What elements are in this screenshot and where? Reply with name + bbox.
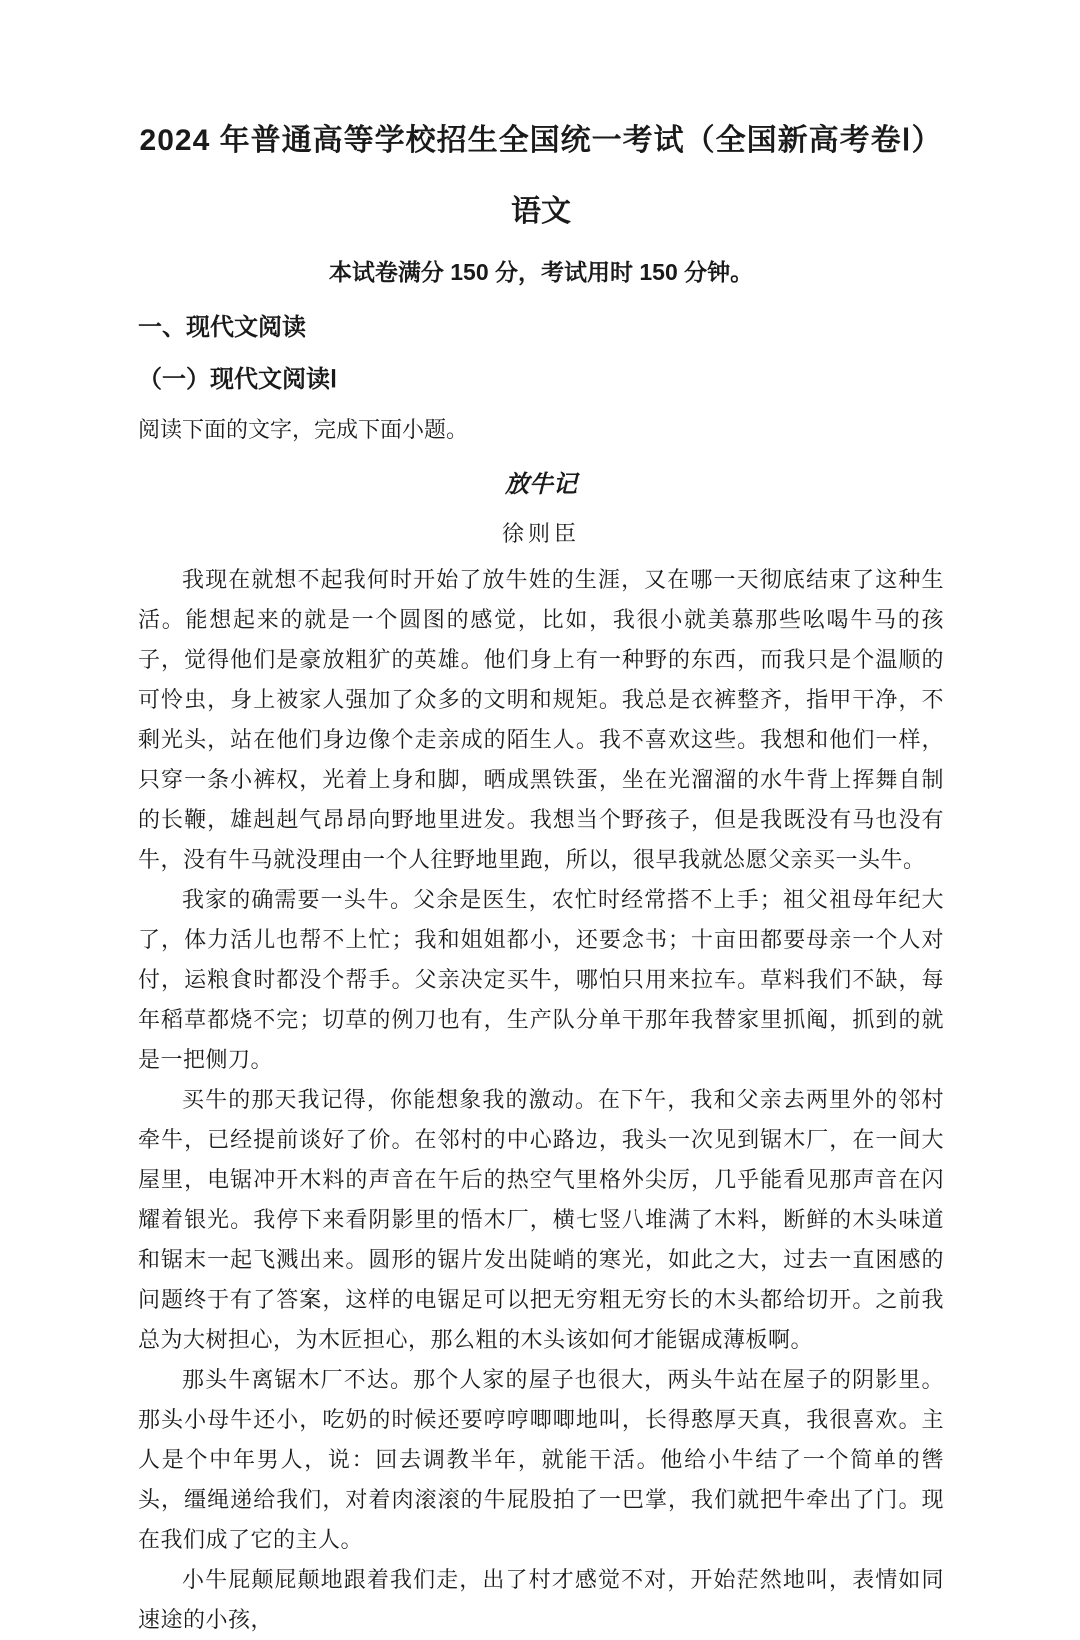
passage-paragraph: 我现在就想不起我何时开始了放牛姓的生涯，又在哪一天彻底结束了这种生活。能想起来的就是一个圆图的感觉，比如，我很小就美慕那些吆喝牛马的孩子，觉得他们是豪放粗犷的英雄。他们身上有一种野的东西，而我只是个温顺的可怜虫，身上被家人强加了众多的文明和规矩。我总是衣裤整齐，指甲干净，不剩光头，站在他们身边像个走亲成的陌生人。我不喜欢这些。我想和他们一样，只穿一条小裤权，光着上身和脚，晒成黑铁蛋，坐在光溜溜的水牛背上挥舞自制的长鞭，雄赳赳气昂昂向野地里进发。我想当个野孩子，但是我既没有马也没有牛，没有牛马就没理由一个人往野地里跑，所以，很早我就怂愿父亲买一头牛。 <box>138 566 944 872</box>
exam-note: 本试卷满分 150 分，考试用时 150 分钟。 <box>328 258 754 285</box>
passage-paragraph: 小牛屁颠屁颠地跟着我们走，出了村才感觉不对，开始茫然地叫，表情如同速途的小孩， <box>138 1566 944 1632</box>
passage-title: 放牛记 <box>505 471 577 498</box>
passage-paragraph: 那头牛离锯木厂不达。那个人家的屋子也很大，两头牛站在屋子的阴影里。那头小母牛还小，吃奶的时候还要哼哼唧唧地叫，长得憨厚天真，我很喜欢。主人是个中年男人，说：回去调教半年，就能干活。他给小牛结了一个简单的辔头，缰绳递给我们，对着肉滚滚的牛屁股拍了一巴掌，我们就把牛牵出了门。现在我们成了它的主人。 <box>138 1366 944 1552</box>
reading-instruction: 阅读下面的文字，完成下面小题。 <box>138 416 469 442</box>
passage-paragraph: 我家的确需要一头牛。父余是医生，农忙时经常搭不上手；祖父祖母年纪大了，体力活儿也帮不上忙；我和姐姐都小，还要念书；十亩田都要母亲一个人对付，运粮食时都没个帮手。父亲决定买牛，哪怕只用来拉车。草料我们不缺，每年稻草都烧不完；切草的例刀也有，生产队分单干那年我替家里抓阄，抓到的就是一把侧刀。 <box>138 886 944 1072</box>
exam-subject: 语文 <box>511 194 571 228</box>
passage-paragraph: 买牛的那天我记得，你能想象我的激动。在下午，我和父亲去两里外的邻村牵牛，已经提前谈好了价。在邻村的中心路边，我头一次见到锯木厂，在一间大屋里，电锯冲开木料的声音在午后的热空气里格外尖厉，几乎能看见那声音在闪耀着银光。我停下来看阴影里的悟木厂，横七竖八堆满了木料，断鲜的木头味道和锯末一起飞溅出来。圆形的锯片发出陡峭的寒光，如此之大，过去一直困感的问题终于有了答案，这样的电锯足可以把无穷粗无穷长的木头都给切开。之前我总为大树担心，为木匠担心，那么粗的木头该如何才能锯成薄板啊。 <box>138 1086 944 1352</box>
exam-title: 2024 年普通高等学校招生全国统一考试（全国新高考卷Ⅰ） <box>139 124 943 157</box>
section-heading-modern-reading: 一、现代文阅读 <box>138 313 306 341</box>
subsection-heading-modern-reading-1: （一）现代文阅读Ⅰ <box>138 365 338 393</box>
passage <box>138 464 944 1640</box>
passage-author: 徐则臣 <box>501 520 580 546</box>
